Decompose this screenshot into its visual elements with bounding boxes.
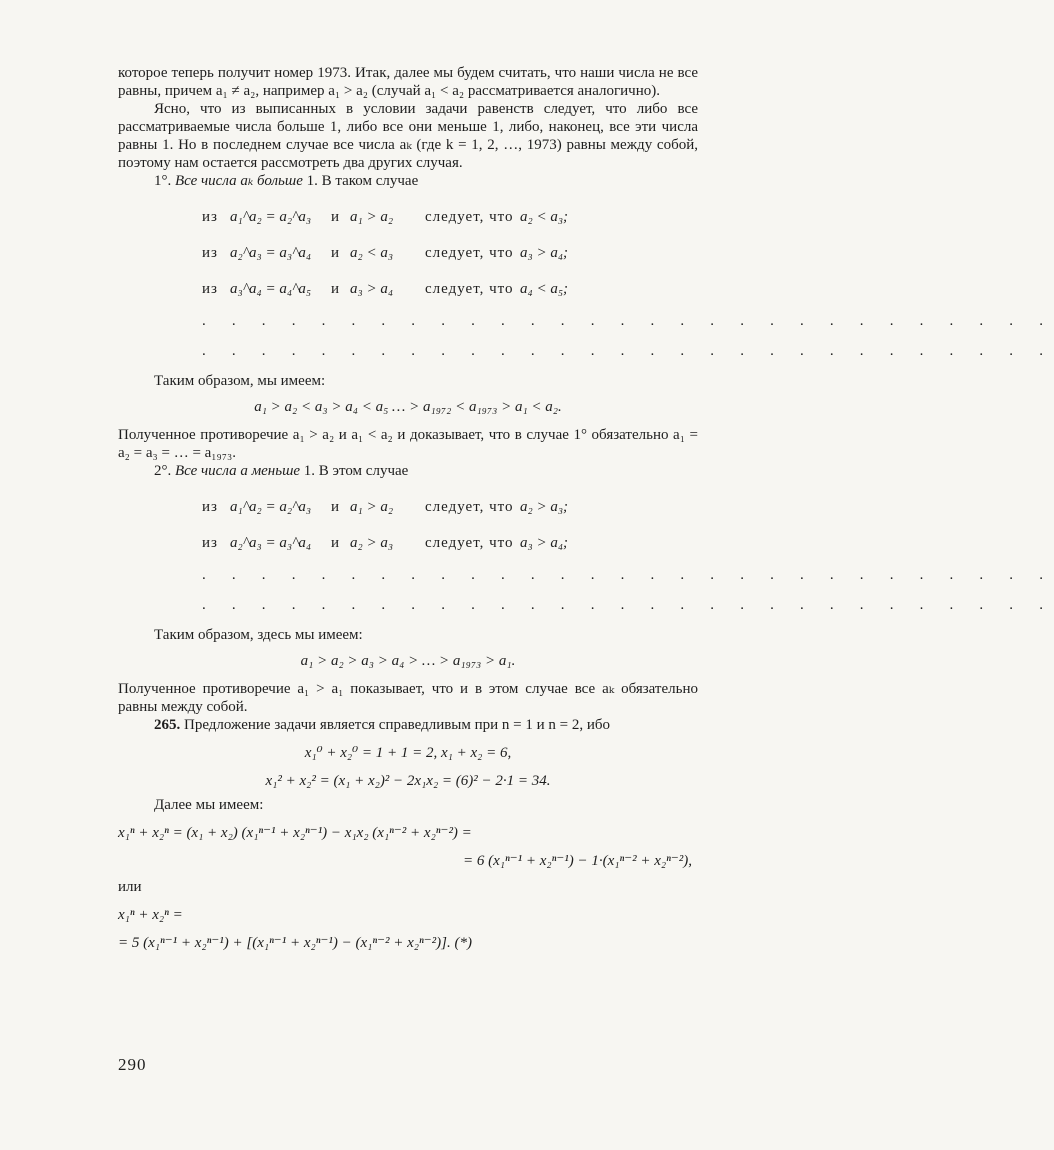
ellipsis-dots: . . . . . . . . . . . . . . . . . . . . . . . . . . . . . bbox=[202, 597, 1054, 613]
derivation-row bbox=[202, 534, 698, 552]
row-follows: следует, что bbox=[425, 499, 514, 515]
case-2-rows bbox=[118, 498, 1054, 613]
case-1-prefix: 1°. bbox=[154, 173, 172, 189]
equation-6: = 5 (x₁ⁿ⁻¹ + x₂ⁿ⁻¹) + [(x₁ⁿ⁻¹ + x₂ⁿ⁻¹) − (x₁ⁿ⁻² + x₂ⁿ⁻²)]. (*) bbox=[118, 935, 472, 951]
equation-2: x₁² + x₂² = (x₁ + x₂)² − 2x₁x₂ = (6)² − 2·1 = 34. bbox=[265, 773, 551, 789]
ellipsis-dots: . . . . . . . . . . . . . . . . . . . . . . . . . . . . . bbox=[202, 343, 1054, 359]
row-follows: следует, что bbox=[425, 281, 514, 297]
row-from: из bbox=[202, 535, 218, 551]
row-result: a₃ > a₄; bbox=[520, 245, 569, 261]
derivation-row bbox=[202, 280, 698, 298]
case-2-heading bbox=[118, 462, 698, 480]
case-1-heading bbox=[118, 172, 698, 190]
row-equation: a₃^a₄ = a₄^a₅ bbox=[230, 281, 312, 297]
row-follows: следует, что bbox=[425, 245, 514, 261]
row-result: a₃ > a₄; bbox=[520, 535, 569, 551]
row-from: из bbox=[202, 499, 218, 515]
case-2-tail: 1. В этом случае bbox=[303, 463, 409, 479]
derivation-row bbox=[202, 208, 698, 226]
equation-4: = 6 (x₁ⁿ⁻¹ + x₂ⁿ⁻¹) − 1·(x₁ⁿ⁻² + x₂ⁿ⁻²), bbox=[462, 853, 692, 869]
paragraph-3: Полученное противоречие a₁ > a₂ и a₁ < a₂ и доказывает, что в случае 1° обязательно a₁ = a₂ = a₃ = … = a₁₉₇₃. bbox=[118, 427, 698, 461]
case-2-title: Все числа a меньше bbox=[175, 463, 301, 479]
equation-3: x₁ⁿ + x₂ⁿ = (x₁ + x₂) (x₁ⁿ⁻¹ + x₂ⁿ⁻¹) − x₁x₂ (x₁ⁿ⁻² + x₂ⁿ⁻²) = bbox=[118, 825, 472, 841]
paragraph-4: Полученное противоречие a₁ > a₁ показывает, что и в этом случае все aₖ обязательно равны между собой. bbox=[118, 681, 698, 715]
problem-265 bbox=[118, 716, 698, 734]
or-text: или bbox=[118, 879, 142, 895]
problem-text: Предложение задачи является справедливым при n = 1 и n = 2, ибо bbox=[184, 717, 611, 733]
case-1-rows bbox=[118, 208, 1054, 359]
ellipsis-dots: . . . . . . . . . . . . . . . . . . . . . . . . . . . . . bbox=[202, 313, 1054, 329]
row-and: и bbox=[330, 209, 340, 225]
paragraph-2: Ясно, что из выписанных в условии задачи равенств следует, что либо все рассматриваемые числа больше 1, либо все они меньше 1, либо, наконец, все эти числа равны 1. Но в последнем случае все числа aₖ (где k = 1, 2, …, 1973) равны между собой, поэтому нам остается рассмотреть два других случая. bbox=[118, 101, 698, 171]
row-from: из bbox=[202, 209, 218, 225]
further-text: Далее мы имеем: bbox=[154, 797, 264, 813]
case-1-title: Все числа aₖ больше bbox=[175, 173, 303, 189]
equation-1: x₁⁰ + x₂⁰ = 1 + 1 = 2, x₁ + x₂ = 6, bbox=[304, 745, 512, 761]
paragraph-1: которое теперь получит номер 1973. Итак, далее мы будем считать, что наши числа не все равны, причем a₁ ≠ a₂, например a₁ > a₂ (случай a₁ < a₂ рассматривается аналогично). bbox=[118, 65, 698, 99]
row-from: из bbox=[202, 245, 218, 261]
case-2-prefix: 2°. bbox=[154, 463, 172, 479]
row-condition: a₂ < a₃ bbox=[350, 245, 394, 261]
row-follows: следует, что bbox=[425, 535, 514, 551]
row-condition: a₃ > a₄ bbox=[350, 281, 394, 297]
row-equation: a₂^a₃ = a₃^a₄ bbox=[230, 245, 312, 261]
row-and: и bbox=[330, 281, 340, 297]
equation-5: x₁ⁿ + x₂ⁿ = bbox=[118, 907, 183, 923]
row-equation: a₁^a₂ = a₂^a₃ bbox=[230, 499, 312, 515]
row-follows: следует, что bbox=[425, 209, 514, 225]
row-and: и bbox=[330, 245, 340, 261]
summary-2-intro: Таким образом, здесь мы имеем: bbox=[154, 627, 363, 643]
summary-1-intro: Таким образом, мы имеем: bbox=[154, 373, 326, 389]
row-result: a₄ < a₅; bbox=[520, 281, 569, 297]
page-number: 290 bbox=[118, 1055, 147, 1074]
row-condition: a₁ > a₂ bbox=[350, 209, 394, 225]
ellipsis-dots: . . . . . . . . . . . . . . . . . . . . . . . . . . . . . bbox=[202, 567, 1054, 583]
row-and: и bbox=[330, 535, 340, 551]
row-result: a₂ > a₃; bbox=[520, 499, 569, 515]
page-body bbox=[118, 64, 1054, 952]
row-equation: a₂^a₃ = a₃^a₄ bbox=[230, 535, 312, 551]
problem-number: 265. bbox=[154, 717, 181, 733]
row-equation: a₁^a₂ = a₂^a₃ bbox=[230, 209, 312, 225]
derivation-row bbox=[202, 244, 698, 262]
row-from: из bbox=[202, 281, 218, 297]
summary-1-formula: a₁ > a₂ < a₃ > a₄ < a₅ … > a₁₉₇₂ < a₁₉₇₃ > a₁ < a₂. bbox=[254, 399, 562, 415]
derivation-row bbox=[202, 498, 698, 516]
row-and: и bbox=[330, 499, 340, 515]
row-condition: a₂ > a₃ bbox=[350, 535, 394, 551]
row-condition: a₁ > a₂ bbox=[350, 499, 394, 515]
summary-2-formula: a₁ > a₂ > a₃ > a₄ > … > a₁₉₇₃ > a₁. bbox=[300, 653, 516, 669]
row-result: a₂ < a₃; bbox=[520, 209, 569, 225]
case-1-tail: 1. В таком случае bbox=[306, 173, 419, 189]
